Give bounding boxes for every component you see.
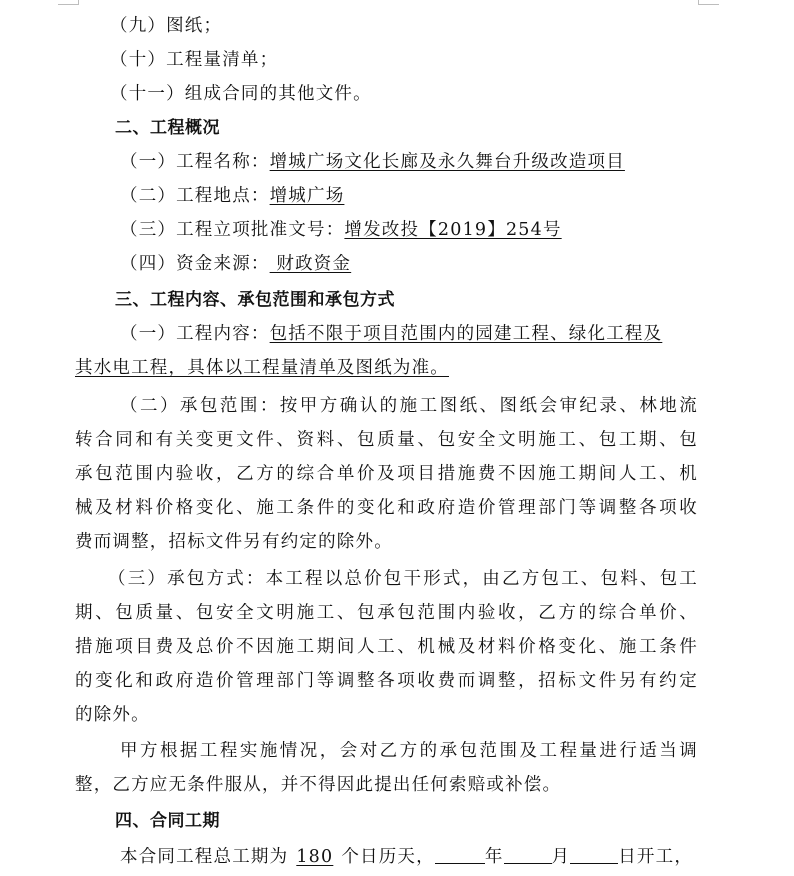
approval-number-label: （三）工程立项批准文号： (120, 220, 345, 240)
project-name-label: （一）工程名称： (120, 152, 270, 172)
start-day-blank[interactable] (570, 845, 618, 864)
contract-mode-line-3: 措施项目费及总价不因施工期间人工、机械及材料价格变化、施工条件 (75, 637, 698, 657)
work-content-label: （一）工程内容： (120, 324, 270, 344)
work-content-line-2 (75, 351, 449, 385)
start-year-blank[interactable] (435, 845, 485, 864)
contract-mode-line-1: （三）承包方式：本工程以总价包干形式，由乙方包工、包料、包工 (108, 569, 698, 589)
year-label: 年 (484, 847, 504, 867)
work-content-value-1: 包括不限于项目范围内的园建工程、绿化工程及 (269, 324, 663, 344)
start-label: 日开工， (618, 847, 694, 867)
list-item-9: （九）图纸； (110, 16, 223, 36)
month-label: 月 (551, 847, 571, 867)
contract-scope-line-4: 械及材料价格变化、施工条件的变化和政府造价管理部门等调整各项收 (75, 498, 698, 518)
start-month-blank[interactable] (504, 845, 552, 864)
project-name-value: 增城广场文化长廊及永久舞台升级改造项目 (269, 152, 625, 172)
contract-mode-line-5: 的除外。 (75, 705, 150, 725)
section-heading-scope: 三、工程内容、承包范围和承包方式 (115, 290, 395, 310)
contract-scope-line-5: 费而调整，招标文件另有约定的除外。 (75, 532, 393, 552)
contract-scope-line-2: 转合同和有关变更文件、资料、包质量、包安全文明施工、包工期、包 (75, 430, 698, 450)
period-unit: 个日历天， (341, 847, 435, 867)
section-heading-period: 四、合同工期 (115, 811, 220, 831)
funding-source-line (120, 247, 351, 281)
project-location-label: （二）工程地点： (120, 186, 270, 206)
list-item-10: （十）工程量清单； (110, 50, 279, 70)
contract-mode-line-4: 的变化和政府造价管理部门等调整各项收费而调整，招标文件另有约定 (75, 671, 698, 691)
project-location-value: 增城广场 (269, 186, 345, 206)
period-days-value: 180 (296, 847, 334, 867)
adjustment-line-1: 甲方根据工程实施情况，会对乙方的承包范围及工程量进行适当调 (120, 741, 698, 761)
contract-scope-line-1: （二）承包范围：按甲方确认的施工图纸、图纸会审纪录、林地流 (120, 396, 698, 416)
contract-period-line (120, 840, 693, 874)
contract-mode-line-2: 期、包质量、包安全文明施工、包承包范围内验收，乙方的综合单价、 (75, 603, 698, 623)
contract-scope-line-3: 承包范围内验收，乙方的综合单价及项目措施费不因施工期间人工、机 (75, 464, 698, 484)
project-name-line (120, 145, 625, 179)
adjustment-line-2: 整，乙方应无条件服从，并不得因此提出任何索赔或补偿。 (75, 775, 562, 795)
work-content-line-1 (120, 317, 662, 351)
funding-source-value: 财政资金 (269, 254, 352, 274)
funding-source-label: （四）资金来源： (120, 254, 270, 274)
margin-corner-mark-left (58, 0, 79, 5)
project-location-line (120, 179, 344, 213)
work-content-value-2: 其水电工程，具体以工程量清单及图纸为准。 (75, 358, 449, 378)
period-prefix: 本合同工程总工期为 (120, 847, 289, 867)
approval-number-line (120, 213, 562, 247)
section-heading-overview: 二、工程概况 (115, 118, 220, 138)
margin-corner-mark-right (698, 0, 719, 5)
list-item-11: （十一）组成合同的其他文件。 (110, 84, 372, 104)
approval-number-value: 增发改投【2019】254号 (344, 220, 562, 240)
